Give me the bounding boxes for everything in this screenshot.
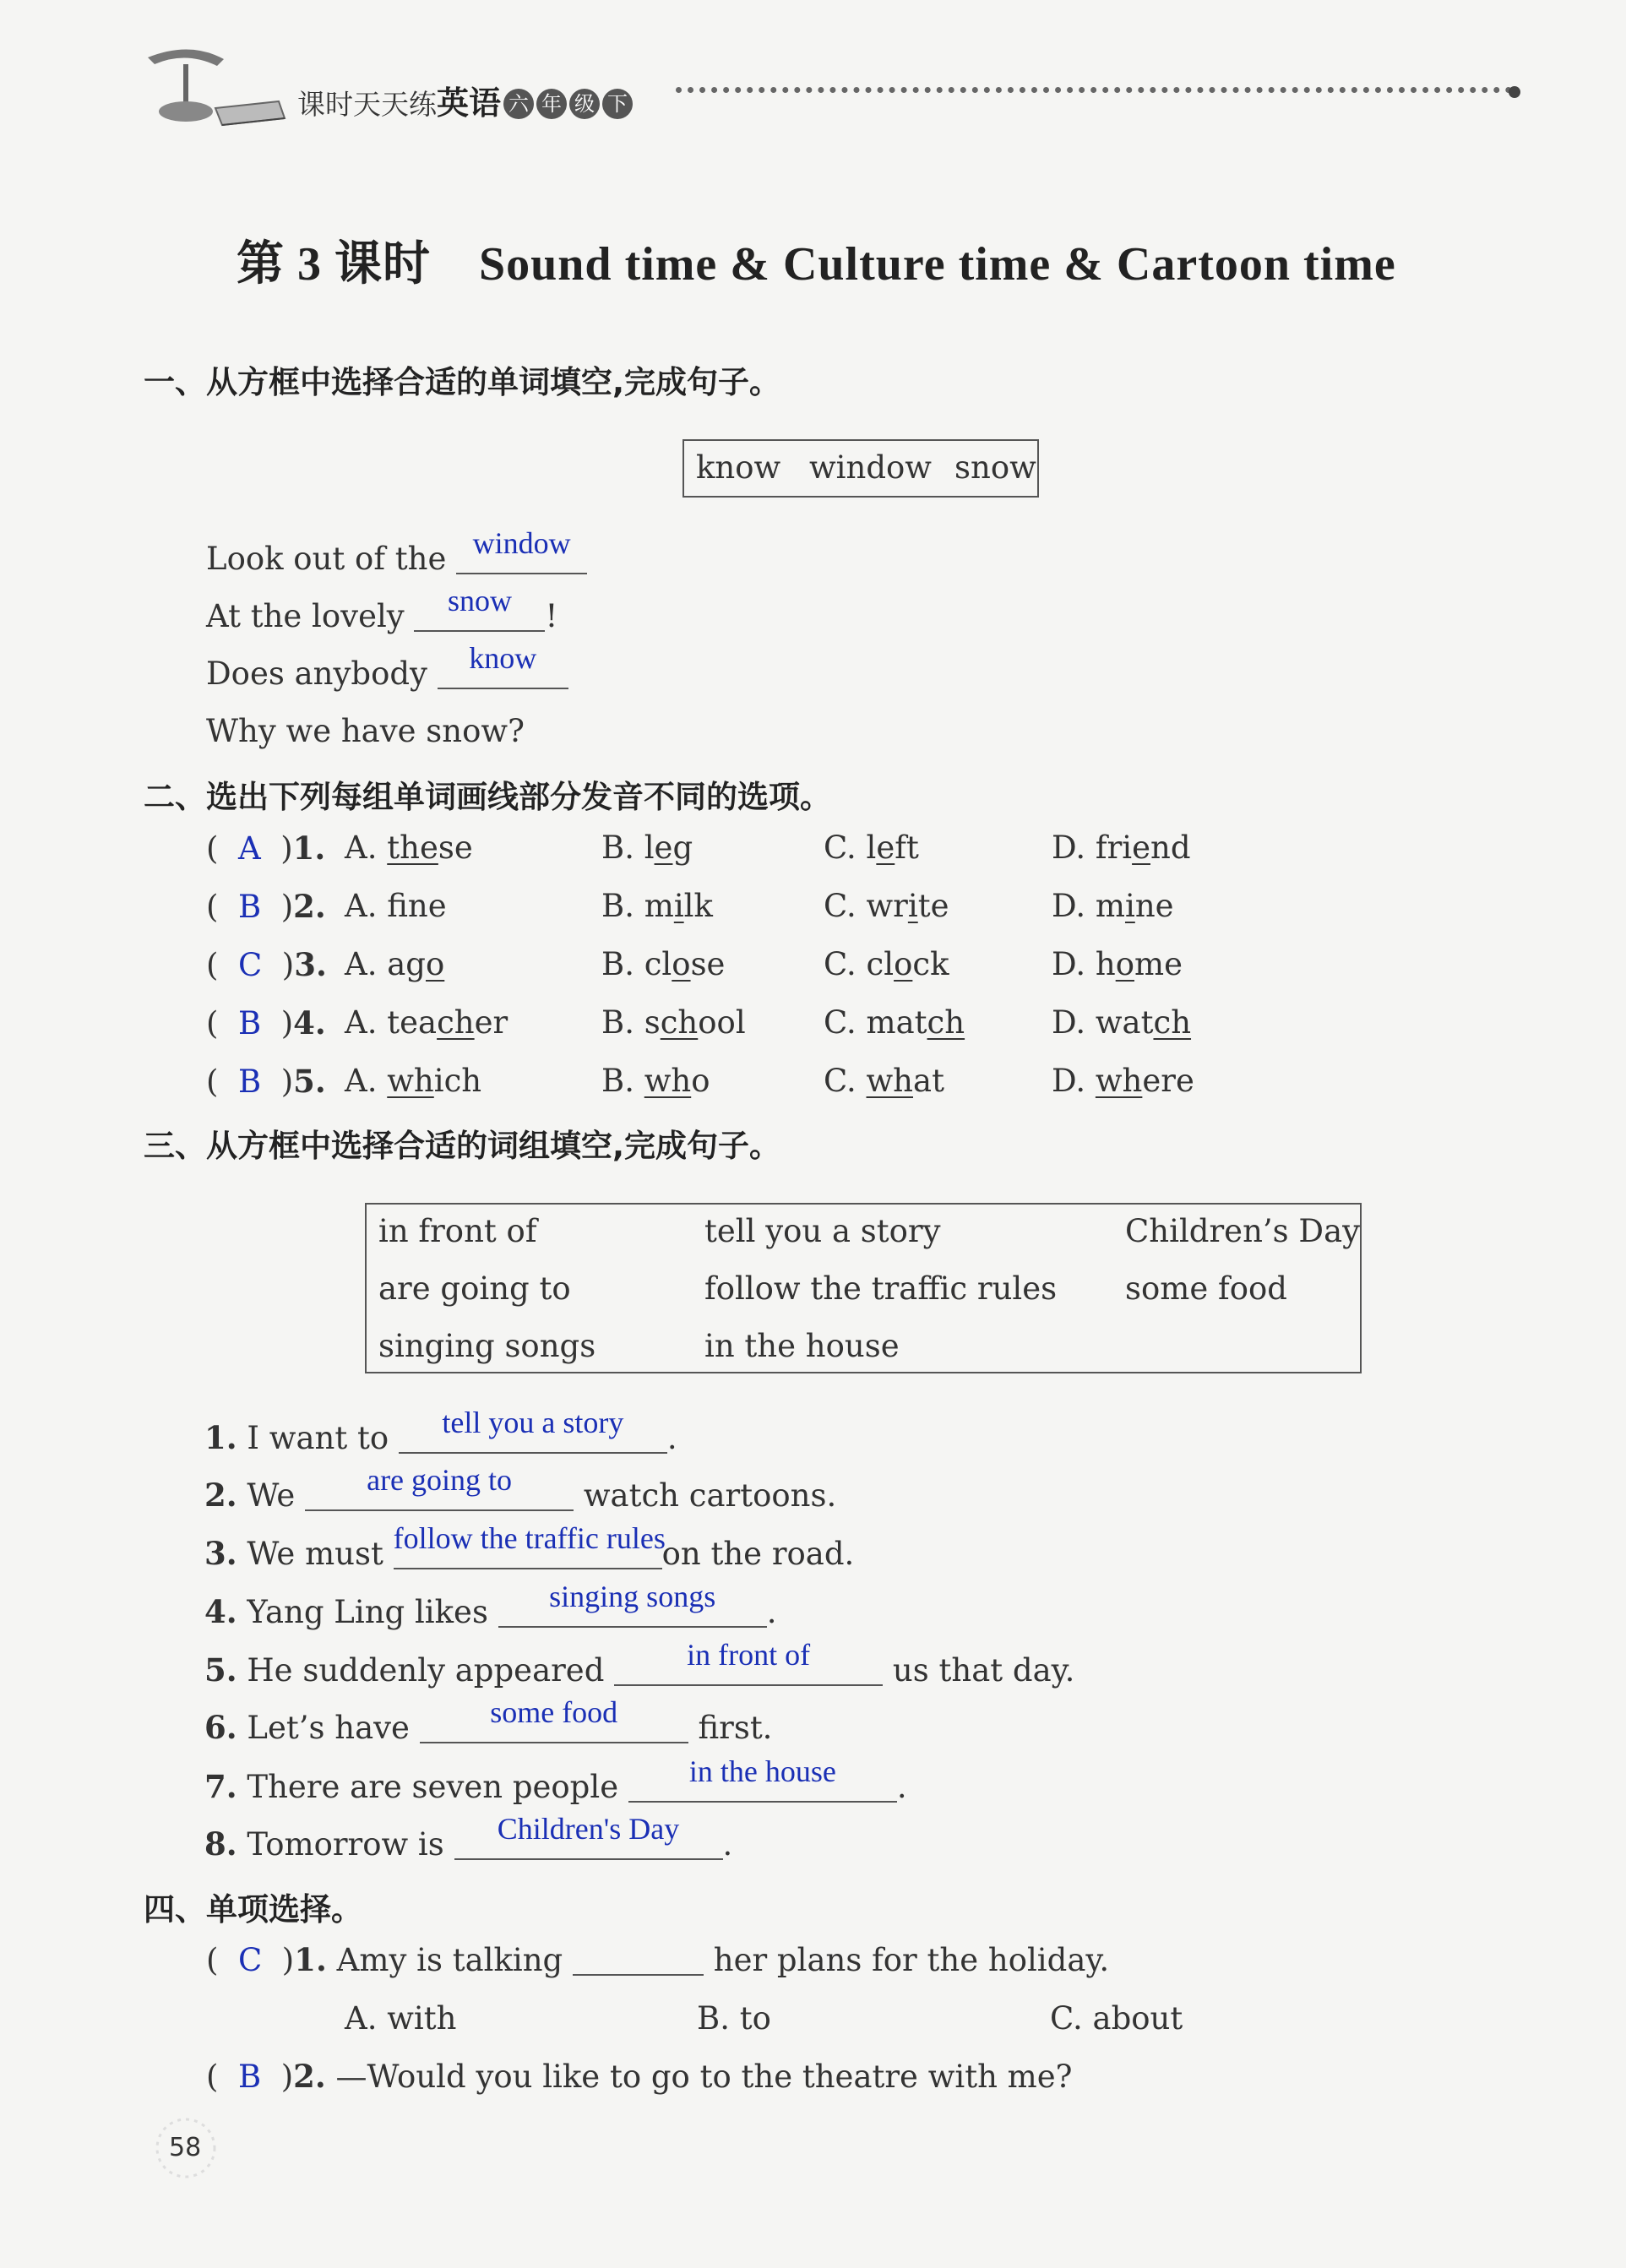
sentence-text: us that day. — [883, 1652, 1075, 1689]
answer-paren: ( B )2. — [206, 888, 326, 925]
series-title — [297, 77, 633, 123]
sentence-text: I want to — [237, 1420, 399, 1456]
fill-sentence — [204, 1406, 677, 1456]
box-phrase: Children’s Day — [1125, 1213, 1361, 1249]
question-row — [0, 829, 1626, 867]
handwritten-answer: C — [237, 947, 263, 983]
handwritten-answer: snow — [447, 584, 512, 617]
option: B. school — [601, 1004, 746, 1041]
option: A. ago — [345, 946, 445, 982]
handwritten-answer: B — [237, 1005, 262, 1042]
question-text: her plans for the holiday. — [704, 1942, 1110, 1978]
handwritten-answer: window — [472, 526, 571, 560]
line-text: At the lovely — [206, 598, 415, 634]
fill-sentence — [204, 1638, 1075, 1689]
sentence-text: There are seven people — [237, 1769, 628, 1805]
sentence-text: . — [722, 1826, 733, 1863]
handwritten-answer: A — [237, 830, 261, 867]
question-number: 2. — [293, 888, 326, 925]
option: B. who — [601, 1063, 710, 1099]
question-row — [0, 946, 1626, 984]
fill-sentence — [204, 1754, 907, 1805]
option: C. left — [824, 829, 919, 866]
option: D. where — [1052, 1063, 1194, 1099]
option: C. match — [824, 1004, 965, 1041]
option: C. about — [1050, 2000, 1183, 2037]
section2-heading: 二、选出下列每组单词画线部分发音不同的选项。 — [144, 779, 831, 815]
question-row — [0, 1004, 1626, 1042]
question-number: 5. — [293, 1063, 326, 1100]
sentence-text: Yang Ling likes — [237, 1594, 498, 1630]
word-box — [682, 439, 1039, 498]
sentence-number: 5. — [204, 1651, 237, 1689]
handwritten-answer: Children's Day — [497, 1812, 680, 1846]
sentence-text: Let’s have — [237, 1710, 420, 1746]
lesson-title: 第 3 课时 Sound time & Culture time & Cartoon time — [237, 238, 1396, 291]
handwritten-answer: follow the traffic rules — [393, 1521, 666, 1555]
box-phrase: in front of — [378, 1213, 537, 1249]
section4-heading: 四、单项选择。 — [144, 1891, 362, 1928]
box-phrase: are going to — [378, 1270, 571, 1307]
answer-paren: ( B )4. — [206, 1004, 326, 1042]
poem-line — [206, 584, 558, 634]
box-phrase: tell you a story — [704, 1213, 941, 1249]
handwritten-answer: in front of — [687, 1638, 811, 1672]
option: B. to — [697, 2000, 771, 2037]
sentence-number: 7. — [204, 1768, 237, 1805]
box-word: know — [696, 449, 781, 486]
poem-line: Why we have snow? — [206, 713, 525, 749]
question-row — [0, 1063, 1626, 1101]
sentence-number: 8. — [204, 1825, 237, 1863]
header-end-dot — [1509, 86, 1520, 98]
question-number: 4. — [293, 1004, 326, 1042]
series-prefix: 课时天天练 — [297, 88, 437, 121]
phrase-box — [365, 1203, 1362, 1373]
answer-paren: ( B )5. — [206, 1063, 326, 1100]
lamp-book-icon — [139, 41, 291, 133]
answer-paren: ( C )3. — [206, 946, 327, 983]
answer-blank — [454, 1812, 723, 1860]
box-word: snow — [954, 449, 1036, 486]
answer-blank — [305, 1463, 574, 1511]
sentence-number: 2. — [204, 1477, 237, 1514]
mc-question — [206, 1941, 1109, 1978]
option: B. close — [601, 946, 726, 982]
option: D. friend — [1052, 829, 1191, 866]
fill-sentence — [204, 1463, 837, 1514]
handwritten-answer: in the house — [688, 1754, 836, 1788]
box-phrase: singing songs — [378, 1328, 596, 1364]
option: B. leg — [601, 829, 693, 866]
poem-line — [206, 641, 568, 692]
question-number: 3. — [294, 946, 327, 983]
sentence-number: 4. — [204, 1593, 237, 1630]
sentence-number: 3. — [204, 1535, 237, 1572]
option: A. teacher — [345, 1004, 508, 1041]
option: C. write — [824, 888, 949, 924]
sentence-text: He suddenly appeared — [237, 1652, 615, 1689]
handwritten-answer: tell you a story — [442, 1406, 624, 1439]
sentence-text: We must — [237, 1536, 394, 1572]
mc-question — [206, 2058, 1073, 2095]
sentence-text: on the road. — [661, 1536, 855, 1572]
option: A. these — [345, 829, 473, 866]
question-number: 1. — [292, 829, 326, 867]
box-word: window — [809, 449, 932, 486]
question-number: 2. — [293, 2058, 326, 2095]
handwritten-answer: are going to — [367, 1463, 513, 1497]
answer-blank — [393, 1521, 666, 1569]
fill-sentence — [204, 1812, 733, 1863]
question-row — [0, 888, 1626, 926]
line-text: ! — [545, 598, 558, 634]
line-text: Look out of the — [206, 541, 457, 577]
sentence-text: watch cartoons. — [574, 1477, 837, 1514]
option: D. home — [1052, 946, 1183, 982]
answer-paren: ( A )1. — [206, 829, 326, 867]
grade-char: 六 — [503, 89, 534, 119]
answer-blank — [498, 1580, 767, 1628]
grade-char: 下 — [602, 89, 633, 119]
grade-char: 年 — [536, 89, 567, 119]
answer-blank — [614, 1638, 883, 1686]
sentence-text: . — [666, 1420, 677, 1456]
option: A. fne — [345, 888, 447, 924]
answer-blank — [573, 1945, 704, 1976]
option: B. milk — [601, 888, 713, 924]
header-dotted-rule — [676, 87, 1512, 93]
sentence-number: 1. — [204, 1419, 237, 1456]
line-text: Does anybody — [206, 655, 438, 692]
fill-sentence — [204, 1580, 777, 1630]
grade-char: 级 — [569, 89, 600, 119]
box-phrase: follow the traffic rules — [704, 1270, 1058, 1307]
sentence-text: We — [237, 1477, 306, 1514]
option: A. with — [345, 2000, 457, 2037]
answer-blank — [438, 641, 568, 689]
option: D. mine — [1052, 888, 1174, 924]
sentence-text: Tomorrow is — [237, 1826, 454, 1863]
option: D. watch — [1052, 1004, 1192, 1041]
fill-sentence — [204, 1695, 773, 1746]
question-text: Amy is talking — [326, 1942, 573, 1978]
handwritten-answer: singing songs — [549, 1580, 716, 1613]
handwritten-answer: know — [469, 641, 537, 675]
answer-paren: ( B )2. — [206, 2058, 326, 2095]
answer-paren: ( C )1. — [206, 1941, 327, 1978]
section3-heading: 三、从方框中选择合适的词组填空,完成句子。 — [144, 1128, 781, 1164]
question-number: 1. — [294, 1941, 327, 1978]
box-phrase: some food — [1125, 1270, 1287, 1307]
page-number: 58 — [169, 2133, 202, 2162]
handwritten-answer: some food — [490, 1695, 618, 1729]
handwritten-answer: B — [237, 1063, 262, 1100]
sentence-text: first. — [688, 1710, 773, 1746]
answer-blank — [456, 526, 587, 574]
option: C. what — [824, 1063, 944, 1099]
handwritten-answer: C — [237, 1942, 263, 1978]
answer-blank — [414, 584, 545, 632]
sentence-text: . — [896, 1769, 907, 1805]
option: A. which — [345, 1063, 482, 1099]
handwritten-answer: B — [237, 2059, 262, 2095]
option-row — [0, 2000, 1626, 2038]
option: C. clock — [824, 946, 949, 982]
poem-line — [206, 526, 587, 577]
subject-label: 英语 — [437, 84, 502, 122]
answer-blank — [628, 1754, 897, 1803]
box-phrase: in the house — [704, 1328, 900, 1364]
sentence-number: 6. — [204, 1709, 237, 1746]
answer-blank — [399, 1406, 667, 1454]
answer-blank — [420, 1695, 688, 1743]
question-text: —Would you like to go to the theatre with me? — [325, 2059, 1073, 2095]
fill-sentence — [204, 1521, 855, 1572]
handwritten-answer: B — [237, 889, 262, 925]
sentence-text: . — [766, 1594, 777, 1630]
section1-heading: 一、从方框中选择合适的单词填空,完成句子。 — [144, 364, 781, 400]
